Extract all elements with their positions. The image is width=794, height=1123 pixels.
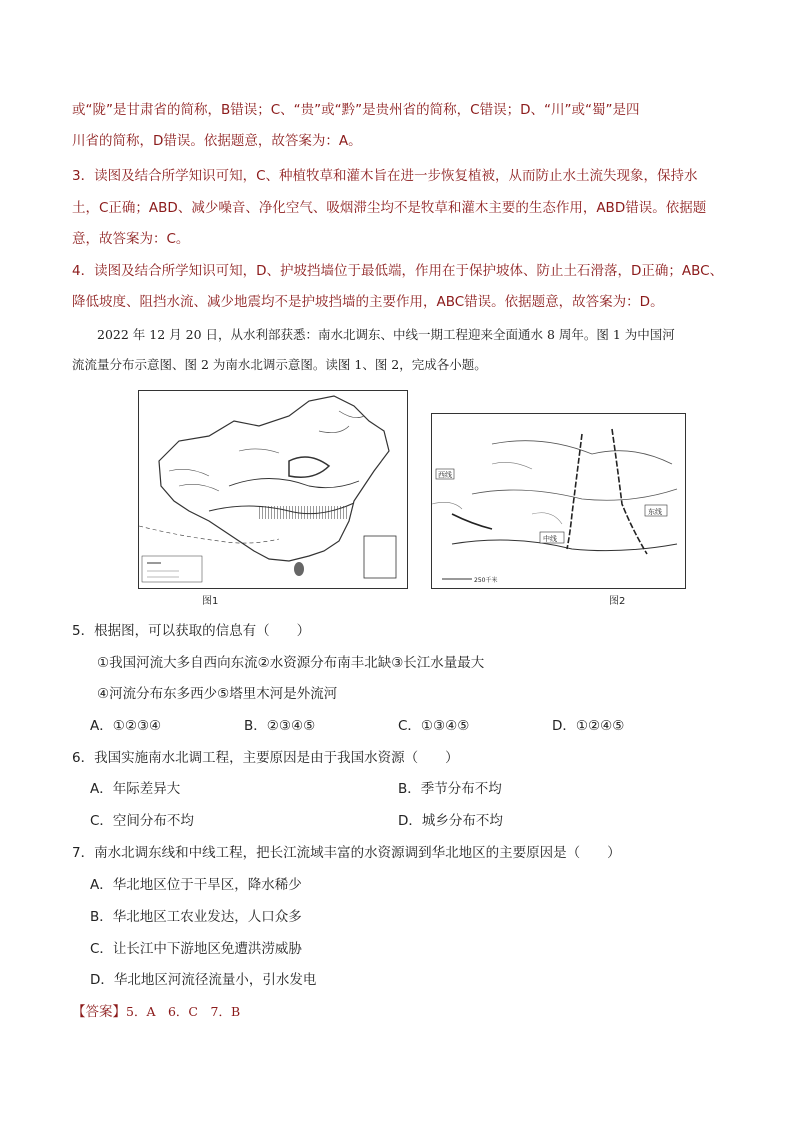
answer-line (72, 1002, 240, 1022)
q6-option-b: B．季节分布不均 (398, 781, 502, 797)
q5-option-b: B．②③④⑤ (244, 718, 316, 734)
q7-option-b: B．华北地区工农业发达，人口众多 (90, 909, 302, 925)
middle-route-label: 中线 (543, 535, 557, 543)
china-river-map-image (139, 391, 407, 588)
intro-line: 流流量分布示意图、图 2 为南水北调示意图。读图 1、图 2，完成各小题。 (72, 357, 487, 372)
analysis-q3-line: 3．读图及结合所学知识可知，C、种植牧草和灌木旨在进一步恢复植被，从而防止水土流失现象，保持水 (72, 168, 698, 184)
q6-stem: 6．我国实施南水北调工程，主要原因是由于我国水资源（ ） (72, 750, 459, 766)
figure-2-map (431, 413, 686, 589)
q5-option-d: D．①②④⑤ (552, 718, 625, 734)
q5-statements-1: ①我国河流大多自西向东流②水资源分布南丰北缺③长江水量最大 (97, 655, 485, 671)
figure-1-caption: 图1 (202, 596, 219, 607)
analysis-q4-line: 4．读图及结合所学知识可知，D、护坡挡墙位于最低端，作用在于保护坡体、防止土石滑落，D正确；ABC、 (72, 263, 724, 279)
analysis-q4-line: 降低坡度、阻挡水流、减少地震均不是护坡挡墙的主要作用，ABC错误。依据题意，故答案为：D。 (72, 294, 664, 310)
q6-option-d: D．城乡分布不均 (398, 813, 503, 829)
scale-label: 250千米 (474, 577, 498, 584)
south-north-water-map-image (432, 414, 685, 588)
q6-option-a: A．年际差异大 (90, 781, 181, 797)
q7-option-d: D．华北地区河流径流量小，引水发电 (90, 972, 317, 988)
figure-2-caption: 图2 (609, 596, 626, 607)
q7-option-c: C．让长江中下游地区免遭洪涝威胁 (90, 941, 302, 957)
east-route-label: 东线 (648, 508, 662, 516)
q7-option-a: A．华北地区位于干旱区，降水稀少 (90, 877, 302, 893)
q5-stem: 5．根据图，可以获取的信息有（ ） (72, 623, 311, 639)
analysis-line: 或“陇”是甘肃省的简称，B错误；C、“贵”或“黔”是贵州省的简称，C错误；D、“川”或“蜀”是四 (72, 102, 640, 118)
q5-option-c: C．①③④⑤ (398, 718, 470, 734)
q5-statements-2: ④河流分布东多西少⑤塔里木河是外流河 (97, 686, 338, 702)
analysis-line: 川省的简称，D错误。依据题意，故答案为：A。 (72, 133, 362, 149)
figure-1-map (138, 390, 408, 589)
q5-option-a: A．①②③④ (90, 718, 162, 734)
analysis-q3-line: 意，故答案为：C。 (72, 231, 190, 247)
answer-text: 5．A 6．C 7．B (126, 1004, 241, 1019)
west-route-label: 西线 (438, 471, 452, 479)
q7-stem: 7．南水北调东线和中线工程，把长江流域丰富的水资源调到华北地区的主要原因是（ ） (72, 845, 621, 861)
q6-option-c: C．空间分布不均 (90, 813, 194, 829)
analysis-q3-line: 土，C正确；ABD、减少噪音、净化空气、吸烟滞尘均不是牧草和灌木主要的生态作用，ABD错误。依据题 (72, 200, 707, 216)
intro-line: 2022 年 12 月 20 日，从水利部获悉：南水北调东、中线一期工程迎来全面通水 8 周年。图 1 为中国河 (97, 327, 675, 342)
answer-label: 【答案】 (72, 1004, 126, 1020)
